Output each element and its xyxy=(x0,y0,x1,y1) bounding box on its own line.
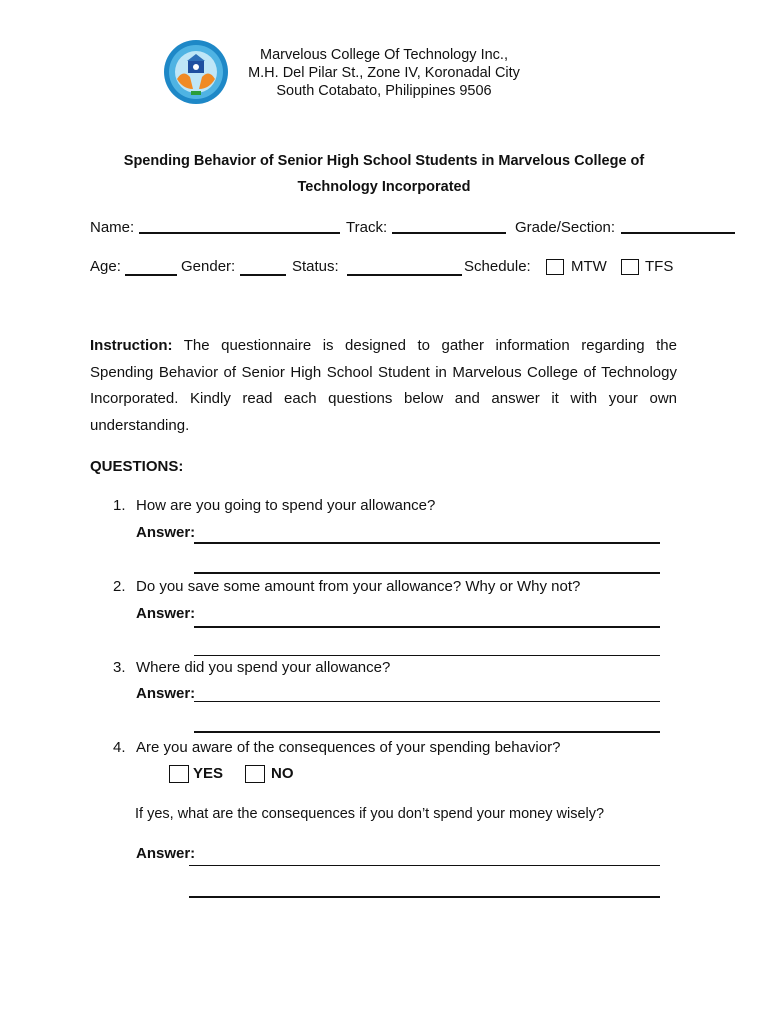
answer-line[interactable] xyxy=(189,865,660,866)
questions-heading: QUESTIONS: xyxy=(90,458,184,475)
schedule-label: Schedule: xyxy=(464,258,531,275)
question-number: 3. xyxy=(113,659,126,676)
instruction-paragraph xyxy=(90,333,677,440)
age-label: Age: xyxy=(90,258,121,275)
question-text: How are you going to spend your allowance? xyxy=(136,497,436,514)
instruction-label: Instruction: xyxy=(90,337,173,354)
no-checkbox[interactable] xyxy=(245,765,265,783)
track-field-line[interactable] xyxy=(392,232,506,234)
gender-field-line[interactable] xyxy=(240,274,286,276)
document-title-line1: Spending Behavior of Senior High School Students in Marvelous College of xyxy=(123,153,645,169)
answer-label: Answer: xyxy=(136,845,196,862)
name-label: Name: xyxy=(90,219,135,236)
header-province: South Cotabato, Philippines 9506 xyxy=(276,83,492,99)
question-number: 2. xyxy=(113,578,126,595)
document-title-line2: Technology Incorporated xyxy=(297,179,471,195)
answer-label: Answer: xyxy=(136,685,196,702)
gender-label: Gender: xyxy=(181,258,236,275)
answer-line[interactable] xyxy=(194,626,660,628)
answer-line[interactable] xyxy=(189,896,660,898)
answer-line[interactable] xyxy=(194,542,660,544)
schedule-mtw-label: MTW xyxy=(571,258,607,275)
followup-question: If yes, what are the consequences if you don’t spend your money wisely? xyxy=(135,806,605,822)
yes-checkbox[interactable] xyxy=(169,765,189,783)
header-address: M.H. Del Pilar St., Zone IV, Koronadal City xyxy=(248,65,520,81)
answer-label: Answer: xyxy=(136,605,196,622)
question-text: Where did you spend your allowance? xyxy=(136,659,391,676)
answer-label: Answer: xyxy=(136,524,196,541)
schedule-mtw-checkbox[interactable] xyxy=(546,259,564,275)
answer-line[interactable] xyxy=(194,701,660,702)
age-field-line[interactable] xyxy=(125,274,177,276)
answer-line[interactable] xyxy=(194,655,660,656)
question-text: Do you save some amount from your allowance? Why or Why not? xyxy=(136,578,581,595)
grade-section-field-line[interactable] xyxy=(621,232,735,234)
answer-line[interactable] xyxy=(194,572,660,574)
question-number: 4. xyxy=(113,739,126,756)
yes-label: YES xyxy=(193,765,224,782)
schedule-tfs-checkbox[interactable] xyxy=(621,259,639,275)
header-college-name: Marvelous College Of Technology Inc., xyxy=(260,47,508,63)
question-text: Are you aware of the consequences of your spending behavior? xyxy=(136,739,561,756)
grade-section-label: Grade/Section: xyxy=(515,219,616,236)
track-label: Track: xyxy=(346,219,388,236)
answer-line[interactable] xyxy=(194,731,660,733)
no-label: NO xyxy=(271,765,294,782)
name-field-line[interactable] xyxy=(139,232,340,234)
status-field-line[interactable] xyxy=(347,274,462,276)
instruction-text: The questionnaire is designed to gather information regarding the Spending Behavior of Senior High School Student in Marvelous College of Technology Incorporated. Kindly read each questions below and answer it with your own understanding. xyxy=(90,337,677,435)
status-label: Status: xyxy=(292,258,339,275)
schedule-tfs-label: TFS xyxy=(645,258,674,275)
question-number: 1. xyxy=(113,497,126,514)
